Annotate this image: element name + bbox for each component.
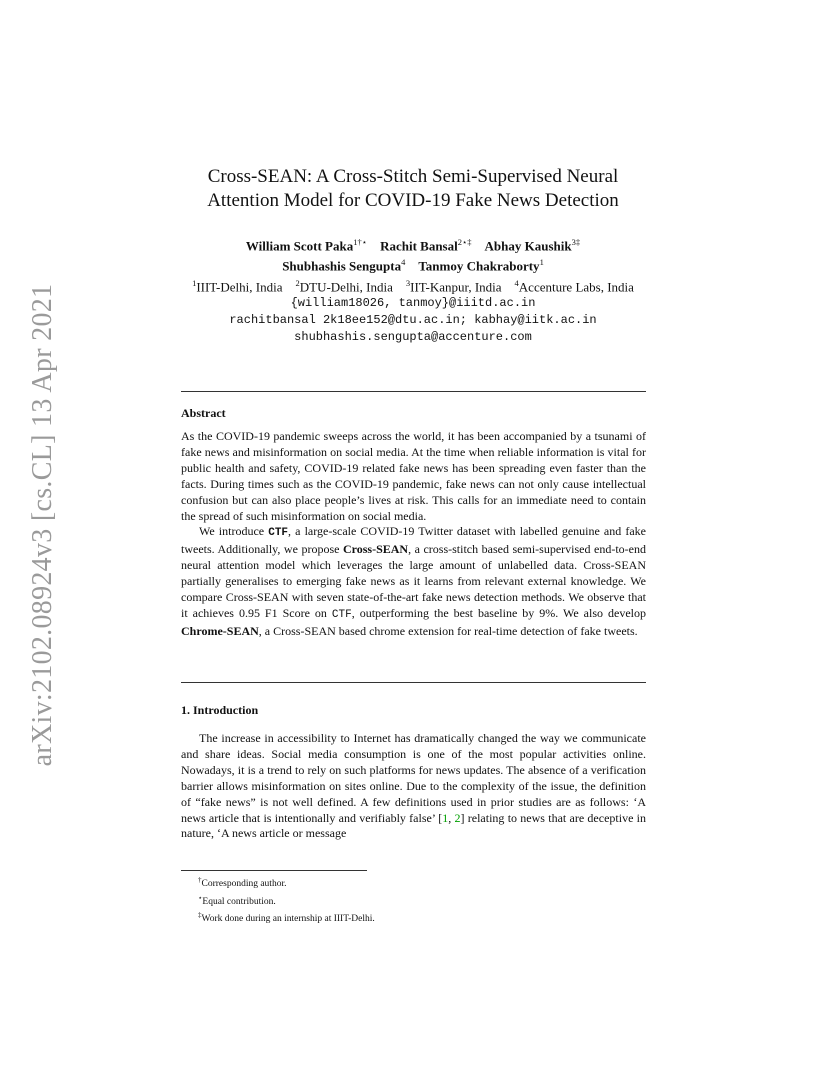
dataset-name: CTF — [331, 608, 352, 621]
footnote-text: Equal contribution. — [202, 896, 276, 907]
text-run: We introduce — [199, 524, 269, 539]
abstract-bottom-rule — [181, 682, 646, 683]
text-run: , a cross-stitch based semi-supervised end-to-end neural attention model which leverages the large amount of unlabelled data. Cross-SEAN partially generalises to emerging fake news as it learns from relevant external knowledge. We compare Cross-SEAN with seven state-of-the-art fake news detection methods. We observe that it achieves 0.95 F1 Score on — [181, 542, 646, 620]
author-line-2 — [160, 254, 666, 274]
section-heading-introduction: 1. Introduction — [181, 703, 259, 717]
model-name: Cross-SEAN — [342, 542, 409, 557]
affiliation-number: 4 — [514, 277, 519, 288]
abstract-paragraph-1: As the COVID-19 pandemic sweeps across the world, it has been accompanied by a tsunami of fake news and misinformation on social media. At the time when reliable information is vital for public health and safety, COVID-19 related fake news has been spreading even faster than the facts. During times such as the COVID-19 pandemic, fake news can not only cause intellectual confusion but can also place people’s lives at risk. This calls for an immediate need to contain the spread of such misinformation on social media. — [181, 429, 646, 523]
abstract-body — [181, 429, 646, 640]
author-marks: 3‡ — [571, 237, 581, 247]
affiliation: IIT-Kanpur, India — [410, 278, 502, 294]
title-line-2: Attention Model for COVID-19 Fake News Detection — [207, 190, 619, 211]
paper-title — [180, 165, 646, 213]
footnote-mark: † — [198, 876, 202, 884]
text-run: , — [448, 810, 455, 825]
footnote-text: Work done during an internship at IIIT-Delhi. — [201, 914, 375, 925]
author-marks: 1 — [539, 257, 544, 268]
footnote — [198, 892, 375, 910]
text-run: , a large-scale COVID-19 Twitter dataset with labelled genuine and fake tweets. Additionally, we propose — [181, 524, 646, 557]
footnotes — [198, 874, 375, 927]
arxiv-identifier: arXiv:2102.08924v3 [cs.CL] 13 Apr 2021 — [27, 283, 58, 767]
text-run: , a Cross-SEAN based chrome extension for real-time detection of fake tweets. — [258, 623, 638, 638]
footnote-rule — [181, 870, 367, 871]
affiliation-number: 3 — [405, 277, 411, 288]
footnote-mark: ‡ — [198, 911, 202, 920]
abstract-heading: Abstract — [181, 406, 226, 420]
email-line-1: {william18026, tanmoy}@iiitd.ac.in — [290, 295, 536, 310]
citation-link[interactable]: 2 — [454, 810, 461, 825]
author-marks: 4 — [401, 257, 406, 268]
introduction-paragraph — [181, 731, 646, 842]
footnote-text: Corresponding author. — [201, 879, 287, 890]
affiliation-number: 2 — [295, 277, 300, 288]
title-line-1: Cross-SEAN: A Cross-Stitch Semi-Supervised Neural — [207, 166, 619, 187]
author-name: Abhay Kaushik — [484, 238, 572, 254]
text-run: ] relating to news that are deceptive in nature, ‘A news article or message — [181, 810, 647, 841]
author-line-1 — [160, 234, 666, 254]
affiliations — [160, 275, 666, 295]
author-block — [160, 234, 666, 346]
affiliation: IIIT-Delhi, India — [196, 278, 283, 294]
footnote — [198, 909, 375, 927]
abstract-paragraph-2 — [181, 524, 646, 639]
author-marks: 2⋆‡ — [457, 237, 472, 247]
dataset-name: CTF — [268, 527, 289, 540]
footnote — [198, 874, 375, 892]
author-name: Tanmoy Chakraborty — [418, 258, 540, 274]
affiliation: DTU-Delhi, India — [299, 278, 393, 294]
email-line-3: shubhashis.sengupta@accenture.com — [294, 329, 532, 344]
author-name: Rachit Bansal — [380, 238, 458, 254]
citation-link[interactable]: 1 — [442, 810, 449, 825]
footnote-mark: ⋆ — [198, 893, 203, 902]
author-name: Shubhashis Sengupta — [282, 258, 402, 274]
affiliation: Accenture Labs, India — [518, 278, 634, 294]
text-run: The increase in accessibility to Internet has dramatically changed the way we communicate and share ideas. Social media consumption is one of the most popular activities online. Nowadays, it is a trend to rely on such platforms for news updates. The absence of a verification barrier allows misinformation on sites online. Due to the complexity of the issue, the definition of “fake news” is not well defined. A few definitions used in prior studies are as follows: ‘A news article that is intentionally and verifiably false’ [ — [181, 731, 646, 825]
abstract-top-rule — [181, 391, 646, 392]
affiliation-number: 1 — [192, 277, 197, 288]
extension-name: Chrome-SEAN — [181, 623, 259, 638]
text-run: , outperforming the best baseline by 9%. We also develop — [351, 605, 646, 620]
email-line-2: rachitbansal 2k18ee152@dtu.ac.in; kabhay@iitk.ac.in — [229, 312, 597, 327]
author-marks: 1†⋆ — [353, 237, 368, 247]
author-name: William Scott Paka — [245, 238, 354, 254]
